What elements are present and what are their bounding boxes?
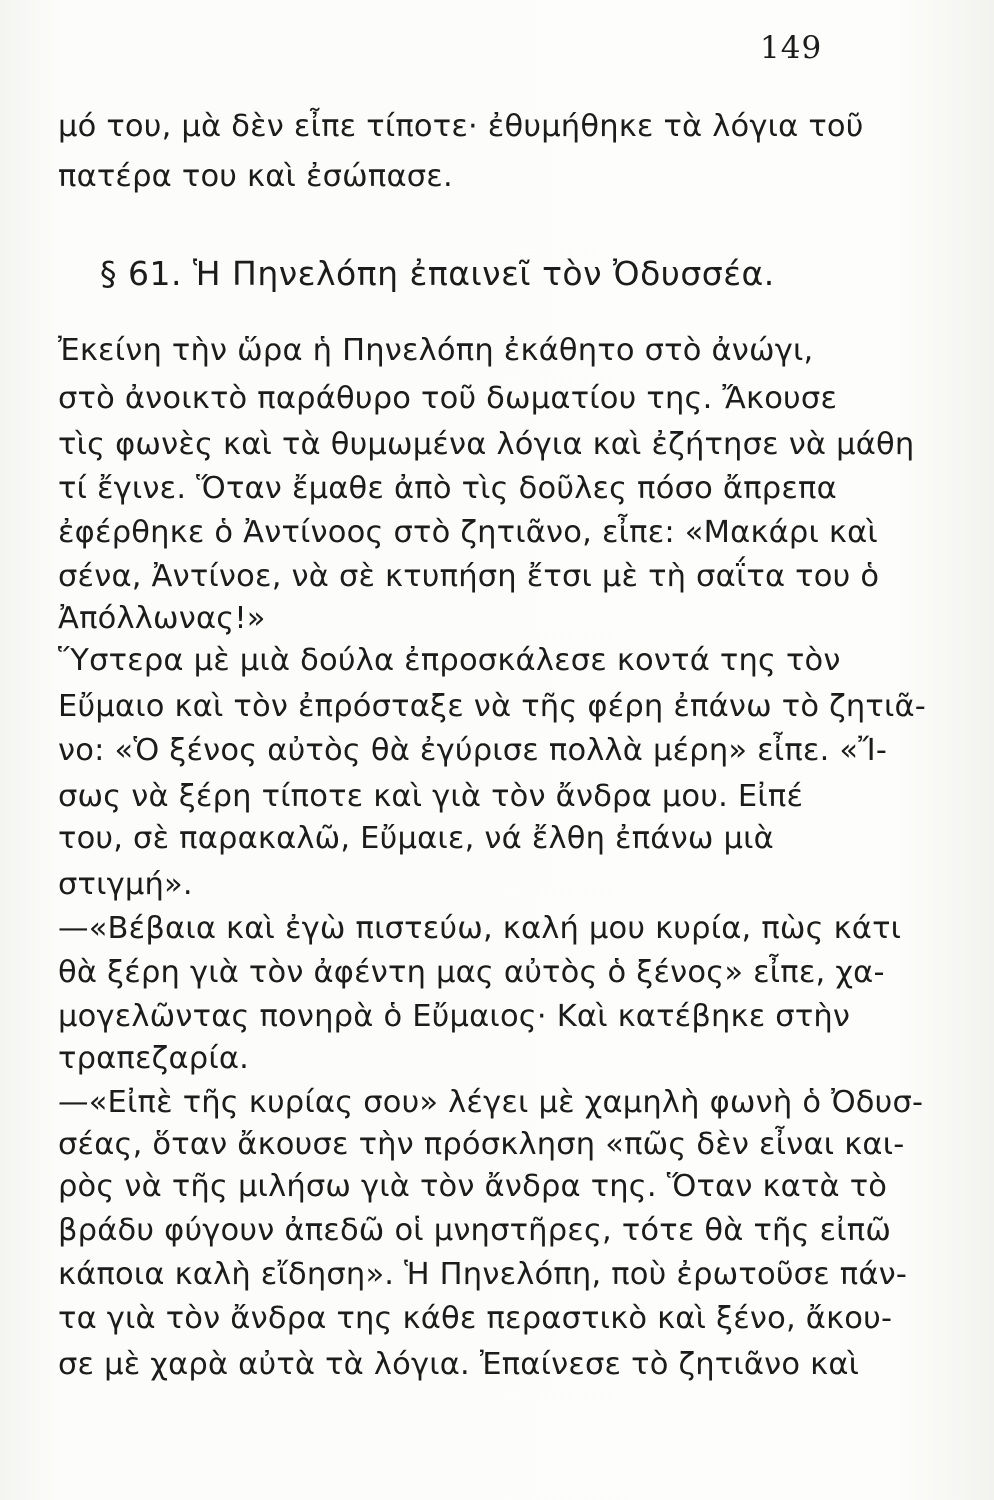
page-number: 149 bbox=[760, 30, 823, 66]
text-line: σως νὰ ξέρη τίποτε καὶ γιὰ τὸν ἄνδρα μου. Εἰπέ bbox=[58, 779, 804, 814]
text-line: σένα, Ἀντίνοε, νὰ σὲ κτυπήση ἔτσι μὲ τὴ σαΐτα του ὁ bbox=[58, 559, 880, 594]
text-line: ρὸς νὰ τῆς μιλήσω γιὰ τὸν ἄνδρα της. Ὅταν κατὰ τὸ bbox=[58, 1169, 888, 1204]
text-line: στιγμή». bbox=[58, 867, 193, 902]
text-line: κάποια καλὴ εἴδηση». Ἡ Πηνελόπη, ποὺ ἐρωτοῦσε πάν- bbox=[58, 1257, 908, 1292]
text-line: τραπεζαρία. bbox=[58, 1041, 250, 1076]
text-line: τὶς φωνὲς καὶ τὰ θυμωμένα λόγια καὶ ἐζήτησε νὰ μάθη bbox=[58, 427, 915, 462]
section-heading: § 61. Ἡ Πηνελόπη ἐπαινεῖ τὸν Ὀδυσσέα. bbox=[100, 254, 775, 293]
text-line: σε μὲ χαρὰ αὐτὰ τὰ λόγια. Ἐπαίνεσε τὸ ζητιᾶνο καὶ bbox=[58, 1347, 860, 1382]
text-line: νο: «Ὁ ξένος αὐτὸς θὰ ἐγύρισε πολλὰ μέρη» εἶπε. «Ἴ- bbox=[58, 733, 888, 768]
text-line: Εὔμαιο καὶ τὸν ἐπρόσταξε νὰ τῆς φέρη ἐπάνω τὸ ζητιᾶ- bbox=[58, 689, 926, 724]
text-line: μό του, μὰ δὲν εἶπε τίποτε· ἐθυμήθηκε τὰ λόγια τοῦ bbox=[58, 109, 864, 144]
text-line: στὸ ἀνοικτὸ παράθυρο τοῦ δωματίου της. Ἄκουσε bbox=[58, 381, 838, 416]
text-line: θὰ ξέρη γιὰ τὸν ἀφέντη μας αὐτὸς ὁ ξένος» εἶπε, χα- bbox=[58, 955, 885, 990]
text-line: —«Βέβαια καὶ ἐγὼ πιστεύω, καλή μου κυρία, πὼς κάτι bbox=[58, 911, 902, 946]
text-line: μογελῶντας πονηρὰ ὁ Εὔμαιος· Καὶ κατέβηκε στὴν bbox=[58, 999, 851, 1034]
text-line: —«Εἰπὲ τῆς κυρίας σου» λέγει μὲ χαμηλὴ φωνὴ ὁ Ὀδυσ- bbox=[58, 1085, 924, 1120]
text-line: Ὕστερα μὲ μιὰ δούλα ἐπροσκάλεσε κοντά της τὸν bbox=[58, 643, 841, 678]
text-line: ἐφέρθηκε ὁ Ἀντίνοος στὸ ζητιᾶνο, εἶπε: «Μακάρι καὶ bbox=[58, 515, 878, 550]
text-line: Ἐκείνη τὴν ὥρα ἡ Πηνελόπη ἐκάθητο στὸ ἀνώγι, bbox=[58, 333, 814, 368]
text-line: τί ἔγινε. Ὅταν ἔμαθε ἀπὸ τὶς δοῦλες πόσο ἄπρεπα bbox=[58, 471, 837, 506]
text-line: Ἀπόλλωνας!» bbox=[58, 601, 266, 636]
text-line: σέας, ὅταν ἄκουσε τὴν πρόσκληση «πῶς δὲν εἶναι και- bbox=[58, 1127, 905, 1162]
text-line: βράδυ φύγουν ἀπεδῶ οἱ μνηστῆρες, τότε θὰ τῆς εἰπῶ bbox=[58, 1213, 892, 1248]
text-line: του, σὲ παρακαλῶ, Εὔμαιε, νά ἔλθη ἐπάνω μιὰ bbox=[58, 821, 774, 856]
text-line: πατέρα του καὶ ἐσώπασε. bbox=[58, 159, 453, 194]
text-line: τα γιὰ τὸν ἄνδρα της κάθε περαστικὸ καὶ ξένο, ἄκου- bbox=[58, 1301, 893, 1336]
